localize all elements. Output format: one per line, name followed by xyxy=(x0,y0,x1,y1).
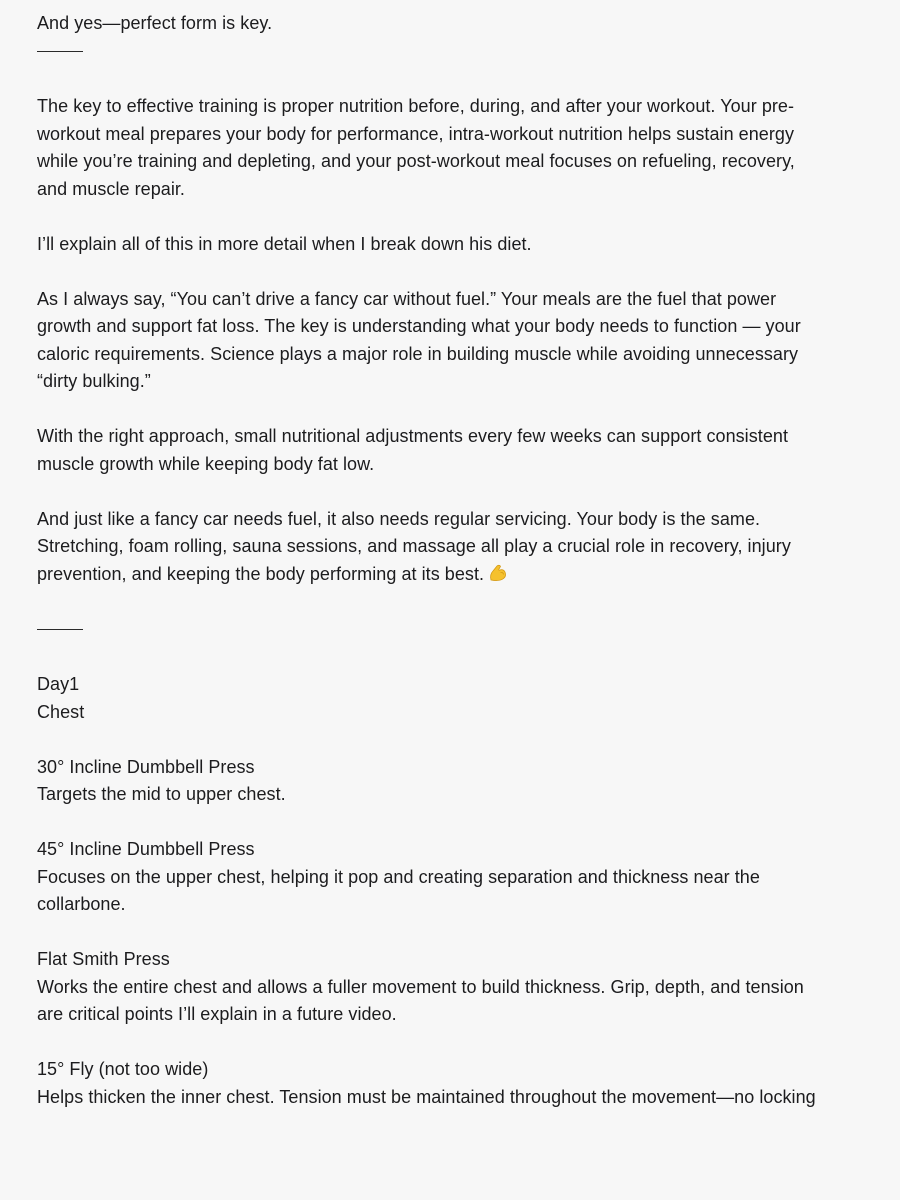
exercise-description: Focuses on the upper chest, helping it pop and creating separation and thickness near the xyxy=(37,866,760,887)
paragraph-adjustments xyxy=(37,423,864,478)
paragraph-line: Stretching, foam rolling, sauna sessions, and massage all play a crucial role in recovery, injury xyxy=(37,536,791,556)
paragraph-diet-note xyxy=(37,231,864,259)
intro-line: And yes—perfect form is key. xyxy=(37,13,273,33)
section-divider xyxy=(37,629,83,630)
exercise-name: 15° Fly (not too wide) xyxy=(37,1059,209,1079)
paragraph-line-text: prevention, and keeping the body performing at its best. xyxy=(37,563,485,584)
paragraph-line: growth and support fat loss. The key is understanding what your body needs to function — your xyxy=(37,316,801,336)
paragraph-line: The key to effective training is proper nutrition before, during, and after your workout. Your pre- xyxy=(37,96,795,116)
muscle-group-title: Chest xyxy=(37,701,85,722)
paragraph-line: As I always say, “You can’t drive a fancy car without fuel.” Your meals are the fuel that power xyxy=(37,288,777,309)
exercise-description: are critical points I’ll explain in a future video. xyxy=(37,1004,397,1024)
paragraph-line: I’ll explain all of this in more detail when I break down his diet. xyxy=(37,233,532,254)
exercise-description: Helps thicken the inner chest. Tension must be maintained throughout the movement—no locking xyxy=(37,1086,816,1107)
exercise-description: Works the entire chest and allows a fuller movement to build thickness. Grip, depth, and tension xyxy=(37,976,804,997)
paragraph-line xyxy=(37,561,864,589)
exercise-description: Targets the mid to upper chest. xyxy=(37,784,286,804)
exercise-block xyxy=(37,836,864,919)
exercise-name: 30° Incline Dumbbell Press xyxy=(37,756,255,777)
paragraph-line: And just like a fancy car needs fuel, it also needs regular servicing. Your body is the same. xyxy=(37,508,761,529)
paragraph-line: workout meal prepares your body for performance, intra-workout nutrition helps sustain energy xyxy=(37,123,795,144)
paragraph-line: caloric requirements. Science plays a major role in building muscle while avoiding unnecessary xyxy=(37,343,799,364)
exercise-block xyxy=(37,946,864,1029)
day-label: Day1 xyxy=(37,674,80,694)
exercise-description: collarbone. xyxy=(37,894,126,914)
paragraph-fuel xyxy=(37,286,864,396)
exercise-block xyxy=(37,754,864,809)
exercise-block xyxy=(37,1056,864,1111)
flexed-biceps-icon xyxy=(488,563,508,583)
section-divider xyxy=(37,51,83,52)
paragraph-line: while you’re training and depleting, and your post-workout meal focuses on refueling, recovery, xyxy=(37,151,795,171)
exercise-name: Flat Smith Press xyxy=(37,949,170,969)
paragraph-line: With the right approach, small nutritional adjustments every few weeks can support consistent xyxy=(37,426,789,446)
paragraph-nutrition xyxy=(37,93,864,203)
exercise-name: 45° Incline Dumbbell Press xyxy=(37,839,255,859)
paragraph-line: and muscle repair. xyxy=(37,178,185,199)
paragraph-line: muscle growth while keeping body fat low. xyxy=(37,453,375,474)
paragraph-line: “dirty bulking.” xyxy=(37,371,151,391)
paragraph-recovery xyxy=(37,506,864,589)
